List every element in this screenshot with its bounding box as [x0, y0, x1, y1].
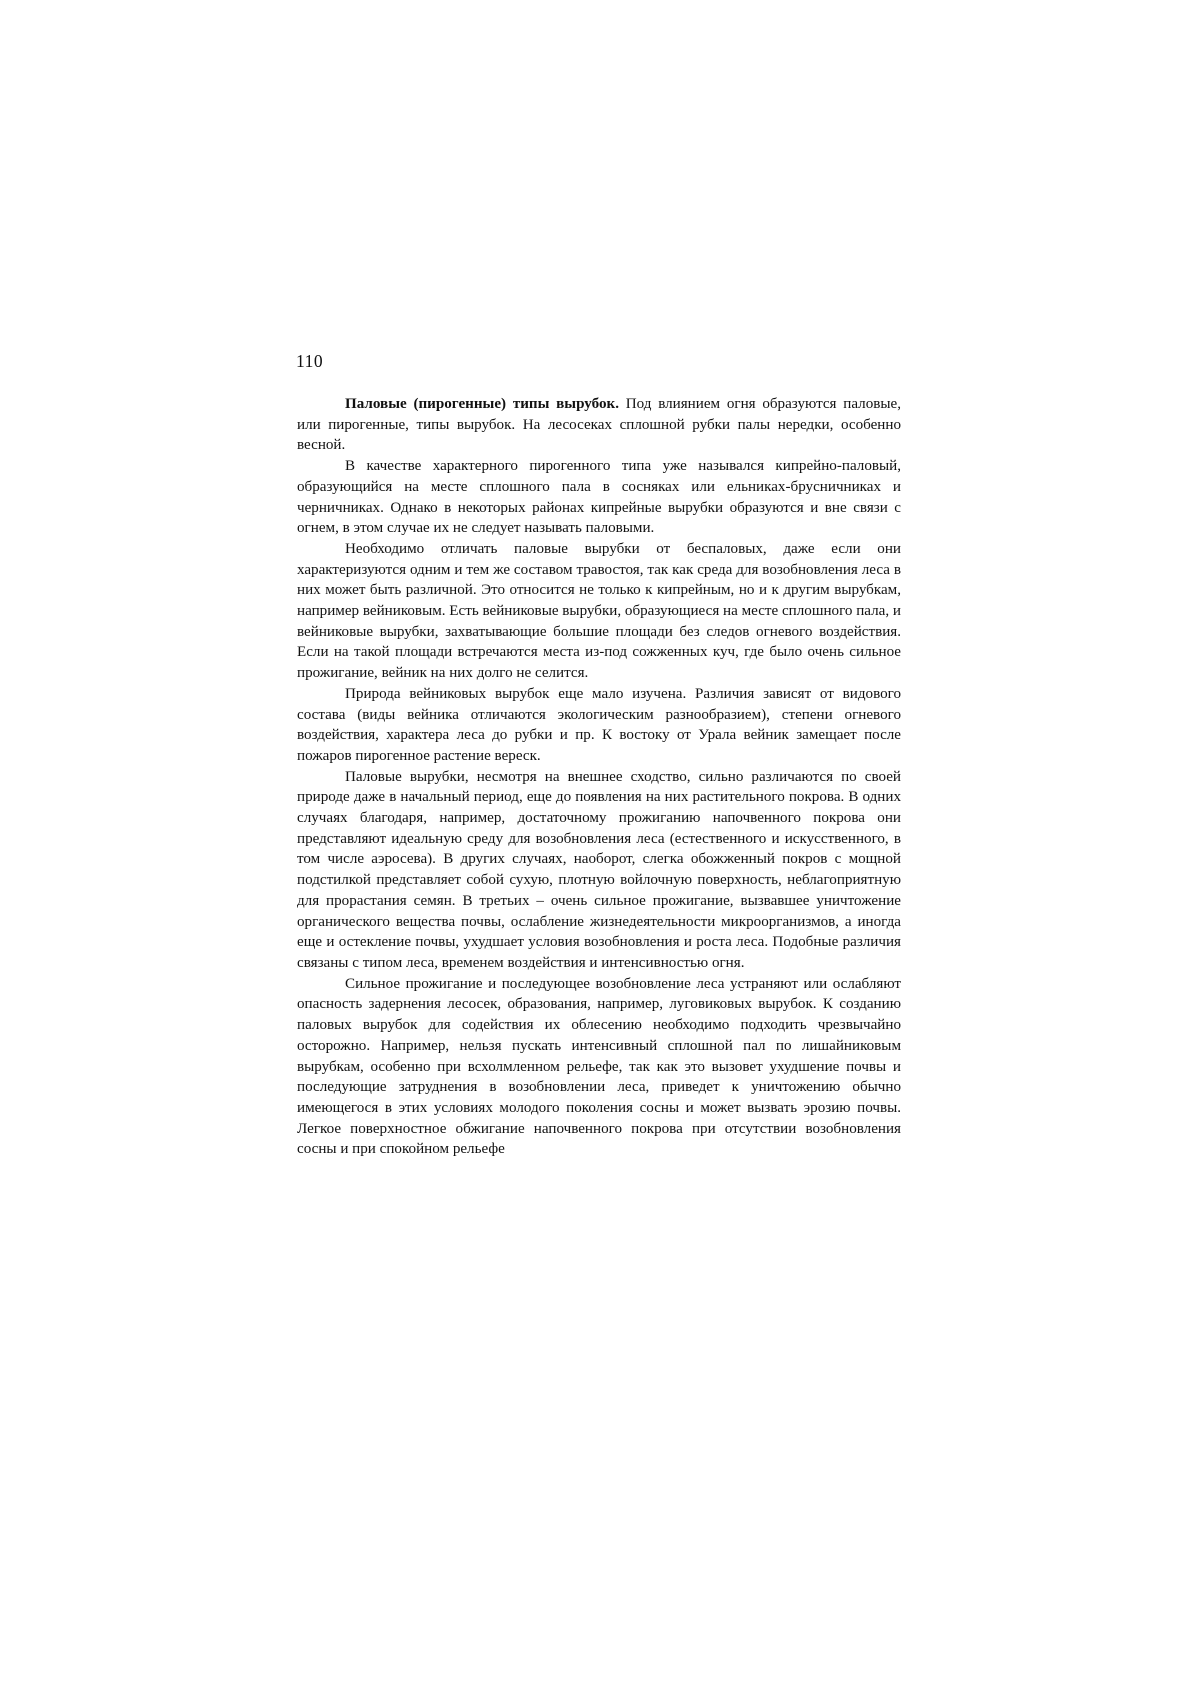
section-heading: Паловые (пирогенные) типы вырубок.	[345, 396, 619, 412]
paragraph-text: Под влиянием огня образуются паловые, или пирогенные, типы вырубок. На лесосеках сплошной рубки палы нередки, особенно весной.	[297, 396, 901, 454]
paragraph-text: Природа вейниковых вырубок еще мало изучена. Различия зависят от видового состава (виды вейника отличаются экологическим разнообразием), степени огневого воздействия, характера леса до рубки и пр. К востоку от Урала вейник замещает после пожаров пирогенное растение вереск.	[297, 685, 901, 764]
paragraph-text: Сильное прожигание и последующее возобновление леса устраняют или ослабляют опасность задернения лесосек, образования, например, луговиковых вырубок. К созданию паловых вырубок для содействия их облесению необходимо подходить чрезвычайно осторожно. Например, нельзя пускать интенсивный сплошной пал по лишайниковым вырубкам, особенно при всхолмленном рельефе, так как это вызовет ухудшение почвы и последующие затруднения в возобновлении леса, приведет к уничтожению обычно имеющегося в этих условиях молодого поколения сосны и может вызвать эрозию почвы. Легкое поверхностное обжигание напочвенного покрова при отсутствии возобновления сосны и при спокойном рельефе	[297, 975, 901, 1158]
paragraph-6	[297, 974, 901, 1160]
paragraph-text: В качестве характерного пирогенного типа уже назывался кипрейно-паловый, образующийся на месте сплошного пала в сосняках или ельниках-брусничниках и черничниках. Однако в некоторых районах кипрейные вырубки образуются и вне связи с огнем, в этом случае их не следует называть паловыми.	[297, 458, 901, 537]
paragraph-3	[297, 539, 901, 684]
paragraph-2	[297, 456, 901, 539]
page-number: 110	[296, 351, 324, 371]
paragraph-5	[297, 767, 901, 974]
body-text	[297, 394, 901, 1160]
paragraph-text: Паловые вырубки, несмотря на внешнее сходство, сильно различаются по своей природе даже в начальный период, еще до появления на них растительного покрова. В одних случаях благодаря, например, достаточному прожиганию напочвенного покрова они представляют идеальную среду для возобновления леса (естественного и искусственного, в том числе аэросева). В других случаях, наоборот, слегка обожженный покров с мощной подстилкой представляет собой сухую, плотную войлочную поверхность, неблагоприятную для прорастания семян. В третьих – очень сильное прожигание, вызвавшее уничтожение органического вещества почвы, ослабление жизнедеятельности микроорганизмов, а иногда еще и остекление почвы, ухудшает условия возобновления и роста леса. Подобные различия связаны с типом леса, временем воздействия и интенсивностью огня.	[297, 768, 901, 971]
paragraph-1	[297, 394, 901, 456]
paragraph-text: Необходимо отличать паловые вырубки от беспаловых, даже если они характеризуются одним и тем же составом травостоя, так как среда для возобновления леса в них может быть различной. Это относится не только к кипрейным, но и к другим вырубкам, например вейниковым. Есть вейниковые вырубки, образующиеся на месте сплошного пала, и вейниковые вырубки, захватывающие большие площади без следов огневого воздействия. Если на такой площади встречаются места из-под сожженных куч, где было очень сильное прожигание, вейник на них долго не селится.	[297, 540, 901, 682]
paragraph-4	[297, 684, 901, 767]
